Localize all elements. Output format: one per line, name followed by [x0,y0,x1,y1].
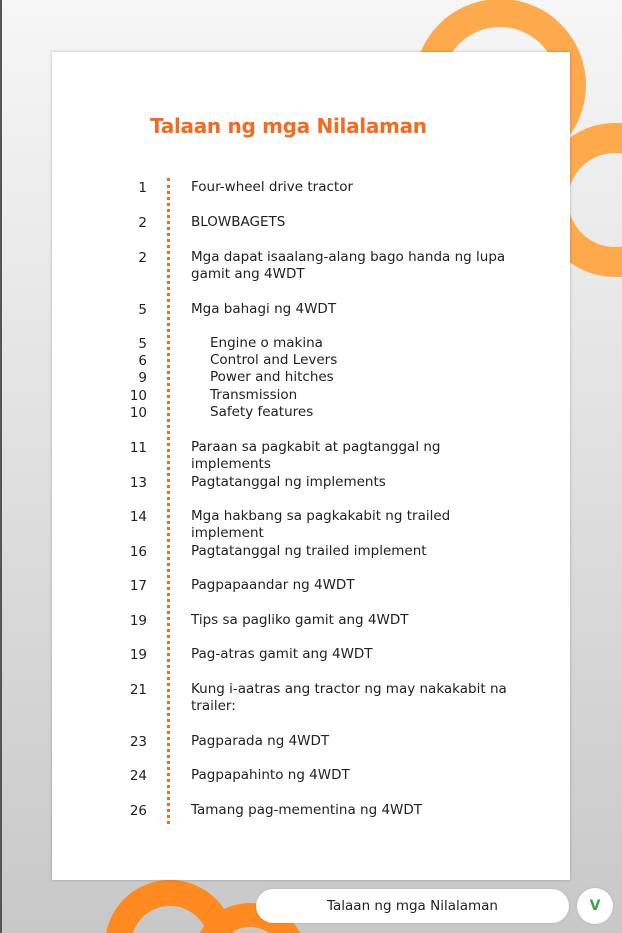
dotted-divider [167,178,170,824]
toc-entry-link[interactable]: Four-wheel drive tractor [191,179,354,195]
toc-page [52,52,570,880]
toc-entry-link[interactable]: Pagparada ng 4WDT [191,733,330,749]
toc-page-number: 13 [129,475,147,491]
toc-entry-link[interactable]: Kung i-aatras ang tractor ng may nakakabit na trailer: [191,681,507,714]
chevron-down-button[interactable] [577,888,613,924]
toc-page-number: 17 [129,578,147,594]
toc-entry-link[interactable]: Tamang pag-mementina ng 4WDT [191,802,423,818]
toc-entry-link[interactable]: Pagtatanggal ng implements [191,474,386,490]
toc-page-number: 14 [129,509,147,525]
toc-subentry-link[interactable]: Engine o makina [210,335,323,351]
toc-page-number: 1 [138,180,147,196]
toc-page-number: 10 [129,405,147,421]
section-title-label: Talaan ng mga Nilalaman [326,898,498,914]
toc-page-number: 21 [129,682,147,698]
toc-page-number: 6 [138,353,147,369]
toc-entry-link[interactable]: Pagpapahinto ng 4WDT [191,767,350,783]
toc-entry-link[interactable]: Pagtatanggal ng trailed implement [191,543,427,559]
toc-subentry-link[interactable]: Safety features [210,404,314,420]
toc-entry-link[interactable]: Pag-atras gamit ang 4WDT [191,646,373,662]
toc-page-number: 10 [129,388,147,404]
toc-page-number: 2 [138,250,147,266]
toc-page-number: 23 [129,734,147,750]
toc-page-number: 5 [138,302,147,318]
toc-entry-link[interactable]: Tips sa pagliko gamit ang 4WDT [191,612,409,628]
toc-page-number: 16 [129,544,147,560]
toc-page-number: 19 [129,613,147,629]
section-title-bar[interactable] [256,889,569,923]
toc-title: Talaan ng mga Nilalaman [150,114,427,138]
toc-subentry-link[interactable]: Power and hitches [210,369,334,385]
chevron-down-icon: V [589,898,601,914]
toc-page-number: 11 [129,440,147,456]
window-left-border [0,0,2,933]
toc-entry-link[interactable]: Mga dapat isaalang-alang bago handa ng lupa gamit ang 4WDT [191,249,506,282]
toc-page-number: 24 [129,768,147,784]
toc-entry-link[interactable]: Mga hakbang sa pagkakabit ng trailed implement [191,508,451,541]
toc-subentry-link[interactable]: Transmission [210,387,298,403]
toc-entry-link[interactable]: Mga bahagi ng 4WDT [191,301,337,317]
toc-page-number: 19 [129,647,147,663]
toc-page-number: 5 [138,336,147,352]
toc-page-number: 26 [129,803,147,819]
toc-entry-link[interactable]: Paraan sa pagkabit at pagtanggal ng implements [191,439,441,472]
toc-page-number: 9 [138,370,147,386]
toc-subentry-link[interactable]: Control and Levers [210,352,338,368]
toc-entry-link[interactable]: Pagpapaandar ng 4WDT [191,577,355,593]
toc-entry-link[interactable]: BLOWBAGETS [191,214,286,230]
toc-page-number: 2 [138,215,147,231]
